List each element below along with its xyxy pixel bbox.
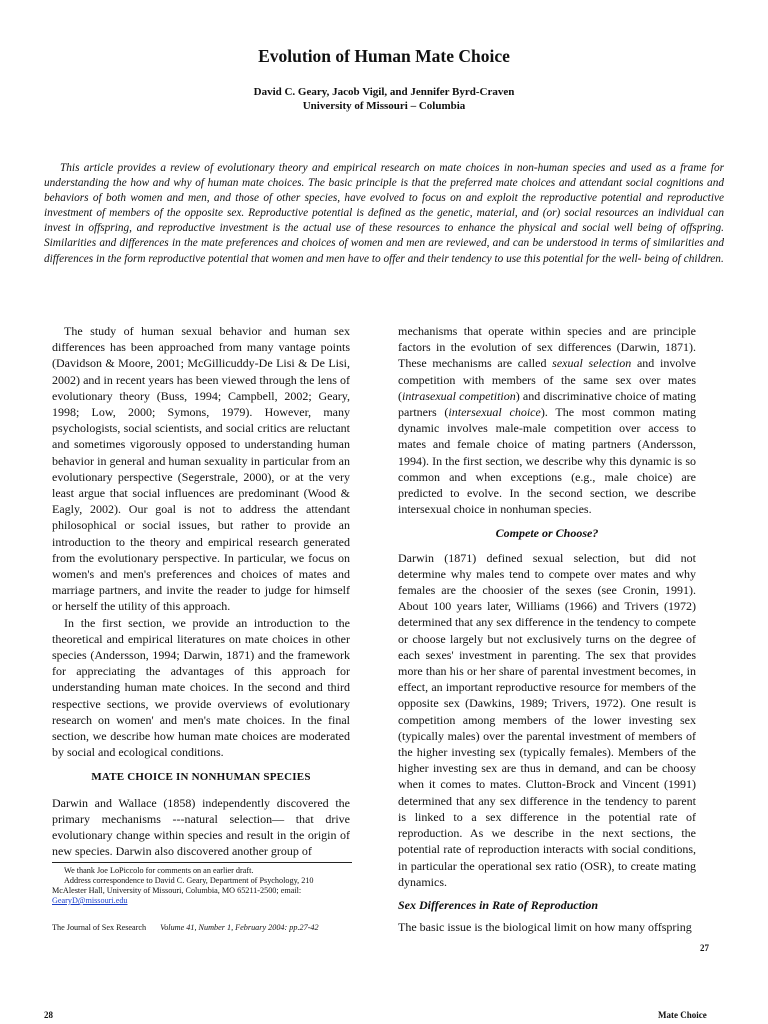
section-heading: MATE CHOICE IN NONHUMAN SPECIES (91, 771, 311, 784)
text-run: and involve competition with members of the same sex over mates ( (398, 356, 696, 403)
subheading-compete-or-choose: Compete or Choose? (495, 526, 599, 541)
term-sexual-selection: sexual selection (552, 356, 632, 371)
text-run: mechanisms that operate within species and are principle factors in the evolution of sex differences (Darwin, 1871). These mechanisms are called (398, 324, 696, 371)
term-intrasexual-competition: intrasexual competition (402, 388, 516, 403)
article-title: Evolution of Human Mate Choice (258, 46, 510, 66)
abstract: This article provides a review of evolutionary theory and empirical research on mate choices in non-human species and used as a frame for understanding the how and why of human mate choices. The basic principle is that the preferred mate choices and attendant social cognitions and behaviors of both women and men, and those of other species, have evolved to focus on and exploit the reproductive potential and reproductive investment of members of the opposite sex. Reproductive potential is defined as the genetic, material, and (or) social resources an individual can invest in offspring, and reproductive investment is the actual use of these resources to enhance the physical and social well being of offspring. Similarities and differences in the mate preferences and choices of women and men are reviewed, and can be understood in terms of similarities and differences in the form reproductive potential that women and men have to offer and their tendency to use this potential for the well- being of children. (44, 162, 724, 265)
text-run: ) and discriminative choice of mating partners ( (398, 388, 697, 420)
journal-citation (52, 923, 362, 932)
section-paragraph-1: Darwin and Wallace (1858) independently discovered the primary mechanisms ---natural selection— that drive evolutionary change within species and result in the origin of new species. Darwin also discovered another group of (52, 795, 350, 859)
email-link[interactable]: GearyD@missouri.edu (52, 896, 128, 905)
compete-paragraph: Darwin (1871) defined sexual selection, but did not determine why males tend to compete over mates and why females are the choosier of the sexes (see Cronin, 1991). About 100 years later, Williams (1966) and Trivers (1972) determined that any sex difference in the tendency to compete or choose largely but not exclusively turns on the degree of each sexes' investment in parenting. The sex that provides more than his or her share of parental investment becomes, in effect, an important reproductive resource for members of the opposite sex (Dawkins, 1989; Trivers, 1972). One result is competition among members of the lower investing sex (typically males) over the parental investment of members of the higher investing sex (typically females). Members of the higher investing sex are thus in demand, and can be choosy when it comes to mates. Clutton-Brock and Vincent (1991) determined that any sex difference in the tendency to parent is linked to a sex difference in the potential rate of reproduction. As we describe in the next sections, the potential rate of reproduction interacts with social conditions, in particular the operational sex ratio (OSR), to create mating dynamics. (398, 550, 696, 889)
footnote-divider (52, 862, 352, 863)
text-run: ). The most common mating dynamic involves male-male competition over access to mates and female choice of mating partners (Andersson, 1994). In the first section, we describe why this dynamic is so common and when exceptions (e.g., male choice) are predicted to evolve. In the second section, we describe intersexual choice in nonhuman species. (398, 405, 696, 517)
term-intersexual-choice: intersexual choice (448, 405, 541, 420)
page-number: 27 (700, 943, 709, 953)
footnote-address-line-1: Address correspondence to David C. Geary, Department of Psychology, 210 (64, 876, 314, 885)
intro-paragraph-2: In the first section, we provide an introduction to the theoretical and empirical literatures on mate choices in other species (Andersson, 1994; Darwin, 1871) and the framework for appreciating the advantages of this approach for understanding human mate choices. In the second and third respective sections, we provide overviews of evolutionary research on women' and men's mate choices. In the final section, we describe how human mate choices are moderated by social and ecological conditions. (52, 615, 350, 760)
footnote (52, 866, 362, 906)
right-column (398, 323, 697, 935)
footer-running-title: Mate Choice (658, 1010, 707, 1020)
subheading-rate-of-reproduction: Sex Differences in Rate of Reproduction (398, 897, 599, 912)
author-list: David C. Geary, Jacob Vigil, and Jennifer Byrd-Craven (253, 86, 515, 98)
rate-paragraph: The basic issue is the biological limit on how many offspring (398, 920, 692, 935)
journal-name: The Journal of Sex Research (52, 923, 147, 932)
journal-volume: Volume 41, Number 1, February 2004: pp.27-42 (160, 923, 319, 932)
left-column (52, 323, 350, 859)
footnote-address-line-2: McAlester Hall, University of Missouri, Columbia, MO 65211-2500; email: (52, 886, 302, 895)
intro-paragraph-1: The study of human sexual behavior and human sex differences has been approached from many vantage points (Davidson & Moore, 2001; McGillicuddy-De Lisi & De Lisi, 2002) and in recent years has been viewed through the lens of evolutionary theory (Buss, 1994; Campbell, 2002; Geary, 1998; Low, 2000; Symons, 1979). However, many psychologists, social scientists, and social critics are reluctant and sometimes vigorously opposed to understanding human behavior in general and human sexuality in particular from an evolutionary perspective (Segerstrale, 2000), or at the very least argue that social influences are predominant (Wood & Eagly, 2002). Our goal is not to address the attendant philosophical or social issues, but rather to provide an introduction to the theory and empirical research generated from the evolutionary perspective. In particular, we focus on women's and men's preferences and choices of mates and marriage partners, and invite the reader to judge for himself or herself the utility of this approach. (52, 324, 350, 614)
affiliation: University of Missouri – Columbia (302, 100, 466, 112)
continued-paragraph (398, 323, 696, 517)
footer-page-number: 28 (44, 1010, 53, 1020)
footnote-thanks: We thank Joe LoPiccolo for comments on an earlier draft. (64, 866, 254, 875)
